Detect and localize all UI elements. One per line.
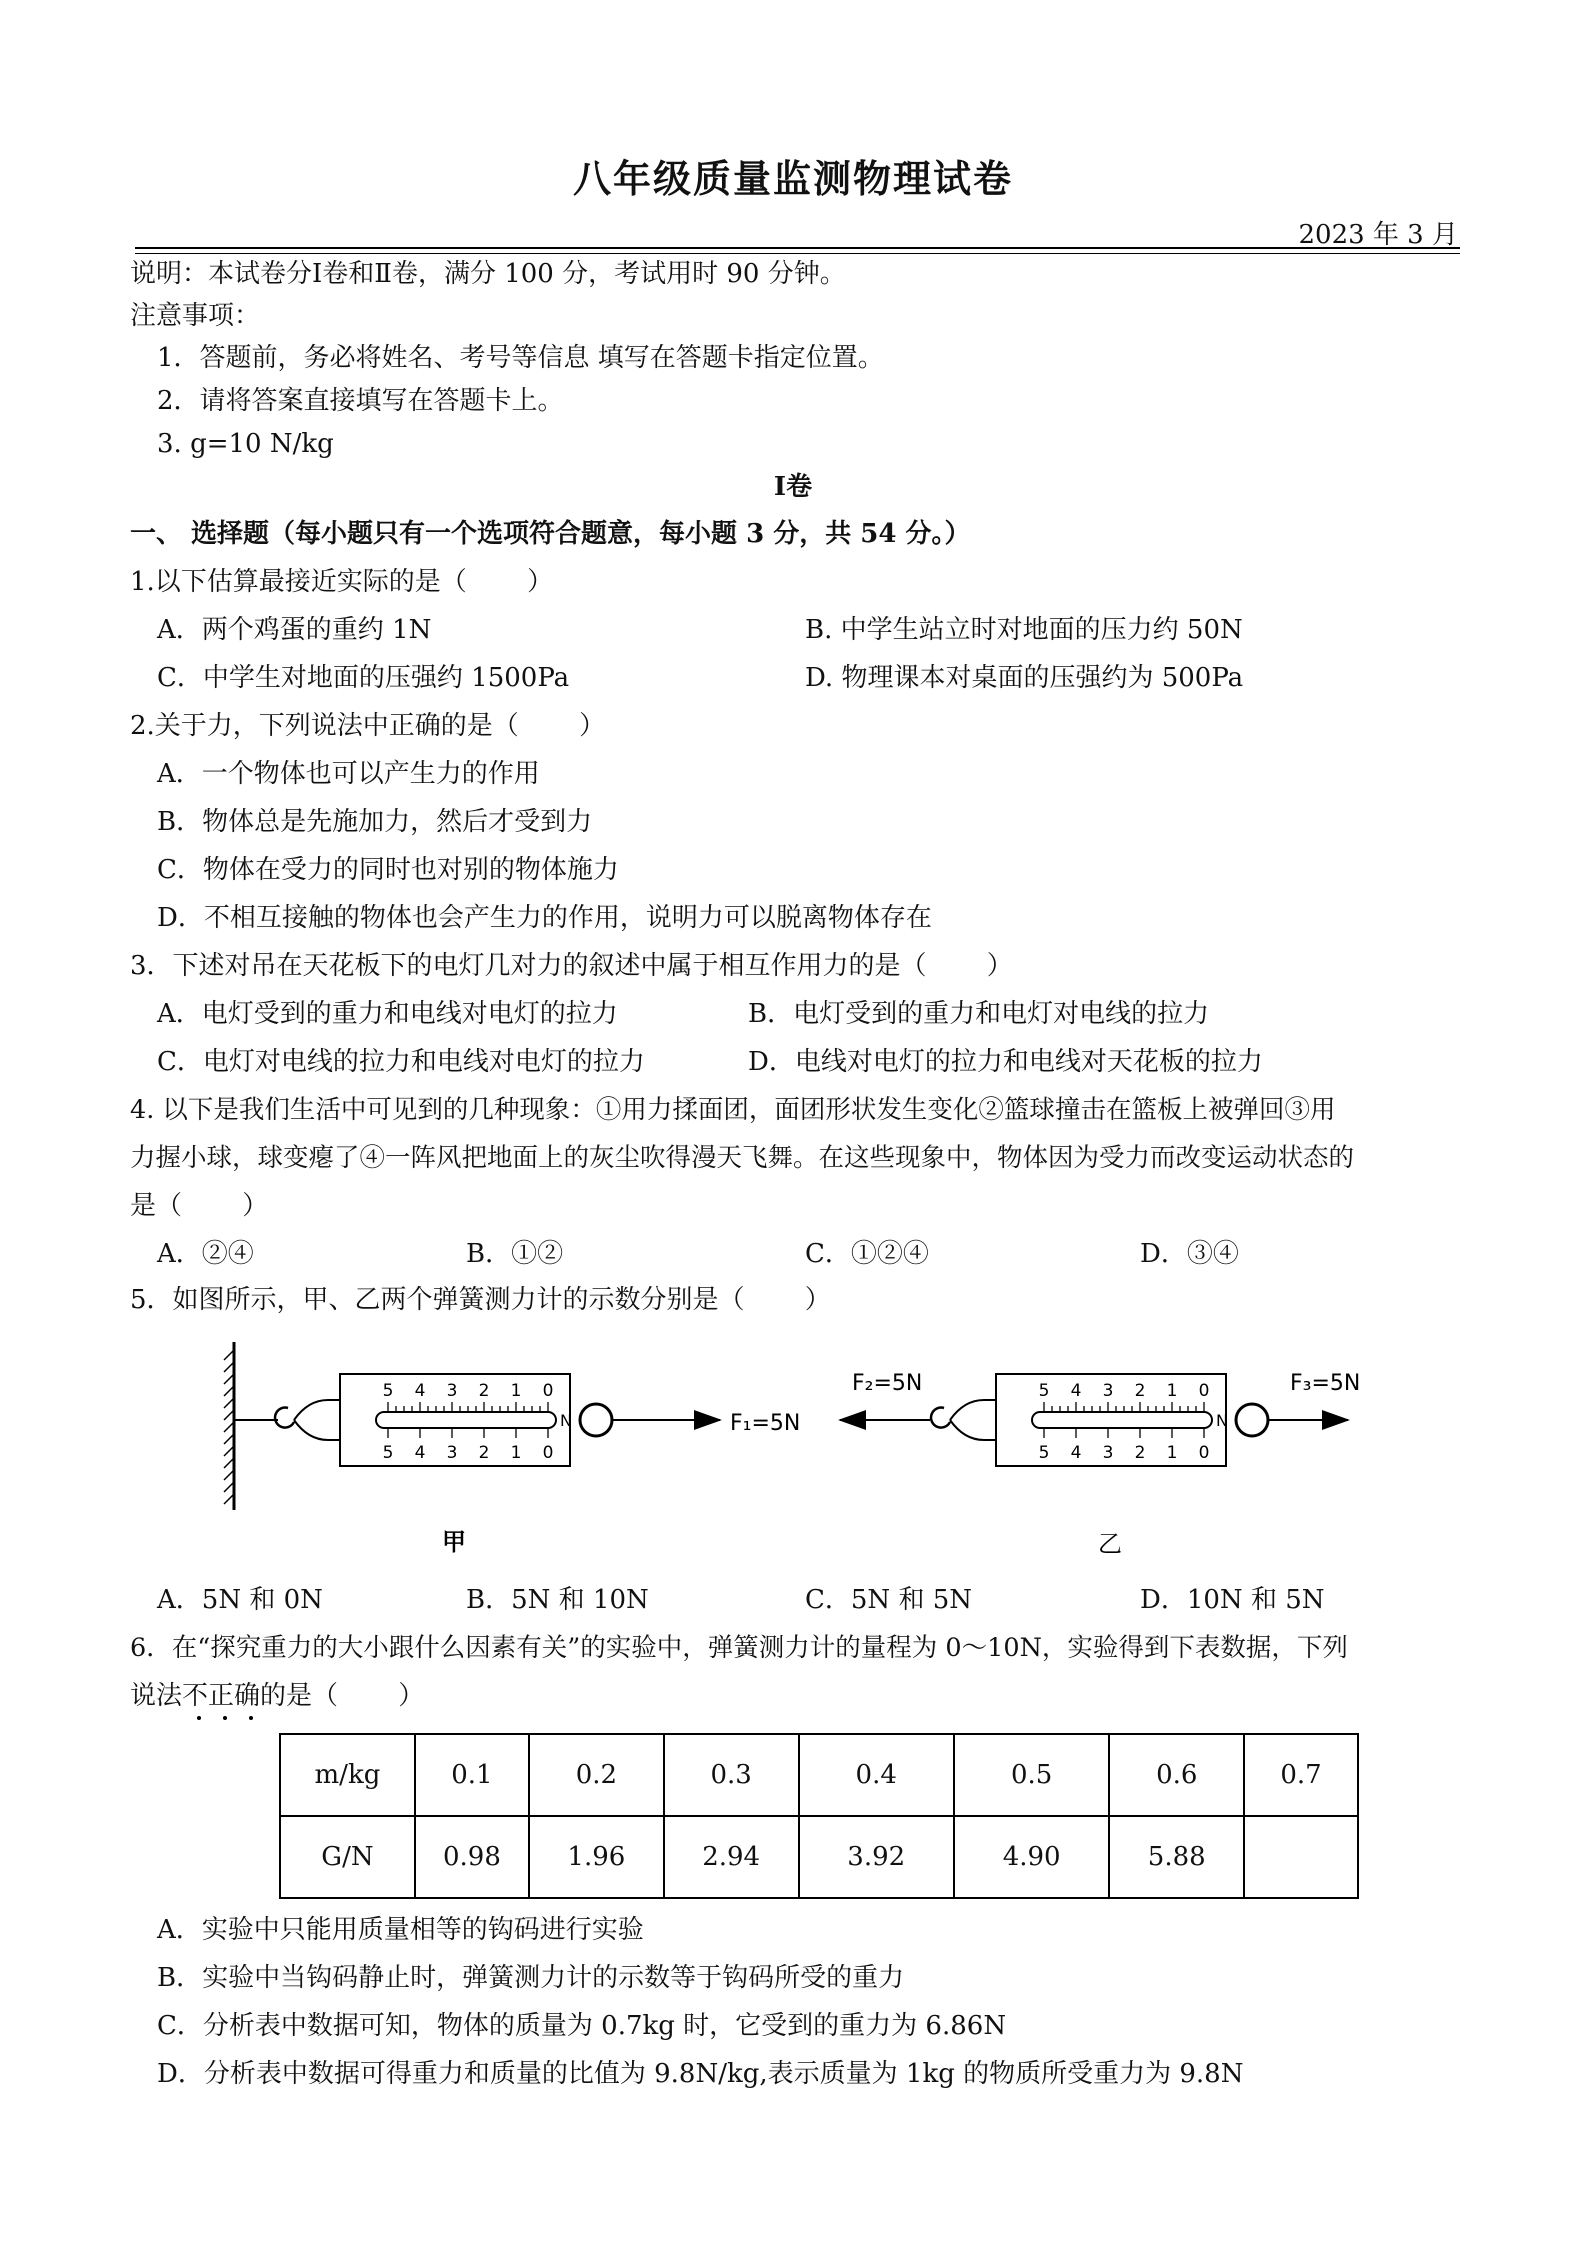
svg-text:1: 1 [1166, 1381, 1178, 1401]
question-3-stem: 3．下述对吊在天花板下的电灯几对力的叙述中属于相互作用力的是（ ） [130, 951, 1013, 981]
question-1-option-b: B. 中学生站立时对地面的压力约 50N [805, 615, 1243, 645]
force-f3-label: F₃=5N [1290, 1371, 1361, 1396]
question-6-stem-line-2: 说法不正确的是（ ） [130, 1681, 425, 1711]
volume-title: Ⅰ卷 [773, 472, 813, 502]
svg-text:4: 4 [414, 1443, 426, 1463]
question-6-option-c: C．分析表中数据可知，物体的质量为 0.7kg 时，它受到的重力为 6.86N [157, 2011, 1007, 2041]
svg-text:3: 3 [1102, 1443, 1114, 1463]
note-item: 1．答题前，务必将姓名、考号等信息 填写在答题卡指定位置。 [157, 343, 884, 373]
svg-text:0: 0 [542, 1381, 554, 1401]
question-4-option-b: B．①② [466, 1239, 564, 1269]
question-5-stem: 5．如图所示，甲、乙两个弹簧测力计的示数分别是（ ） [130, 1285, 831, 1315]
question-5-option-c: C．5N 和 5N [805, 1585, 973, 1615]
svg-text:0: 0 [542, 1443, 554, 1463]
svg-text:5: 5 [1038, 1381, 1050, 1401]
svg-text:5: 5 [382, 1381, 394, 1401]
svg-text:4: 4 [414, 1381, 426, 1401]
force-f2-label: F₂=5N [852, 1371, 923, 1396]
table-row [280, 1816, 1358, 1898]
question-3-option-b: B．电灯受到的重力和电灯对电线的拉力 [748, 999, 1210, 1029]
table-cell: 1.96 [529, 1816, 664, 1898]
label-jia: 甲 [442, 1528, 466, 1556]
svg-text:1: 1 [510, 1381, 522, 1401]
label-yi: 乙 [1098, 1530, 1122, 1558]
table-cell: 4.90 [954, 1816, 1109, 1898]
question-5-option-a: A．5N 和 0N [157, 1585, 323, 1615]
question-4-option-d: D．③④ [1140, 1239, 1239, 1269]
question-4-option-a: A．②④ [157, 1239, 254, 1269]
table-cell: 5.88 [1109, 1816, 1244, 1898]
svg-text:3: 3 [1102, 1381, 1114, 1401]
question-2-option-b: B．物体总是先施加力，然后才受到力 [157, 807, 593, 837]
emphasis-dot [249, 1716, 253, 1720]
question-3-option-d: D．电线对电灯的拉力和电线对天花板的拉力 [748, 1047, 1263, 1077]
header-rule [135, 247, 1460, 249]
svg-text:2: 2 [1134, 1381, 1146, 1401]
question-4-stem-line-2: 力握小球，球变瘪了④一阵风把地面上的灰尘吹得漫天飞舞。在这些现象中，物体因为受力而改变运动状态的 [130, 1143, 1355, 1173]
table-header-cell: m/kg [280, 1734, 415, 1816]
exam-title: 八年级质量监测物理试卷 [572, 156, 1013, 201]
svg-text:5: 5 [1038, 1443, 1050, 1463]
question-2-option-c: C．物体在受力的同时也对别的物体施力 [157, 855, 619, 885]
table-row [280, 1734, 1358, 1816]
svg-text:1: 1 [1166, 1443, 1178, 1463]
table-cell: 0.1 [415, 1734, 529, 1816]
note-item: 3. g=10 N/kg [157, 429, 334, 459]
question-2-stem: 2.关于力，下列说法中正确的是（ ） [130, 711, 606, 741]
table-cell [1244, 1816, 1358, 1898]
table-cell: 0.98 [415, 1816, 529, 1898]
question-1-stem: 1.以下估算最接近实际的是（ ） [130, 567, 554, 597]
emphasis-dot [197, 1716, 201, 1720]
question-6-option-b: B．实验中当钩码静止时，弹簧测力计的示数等于钩码所受的重力 [157, 1963, 905, 1993]
question-1-option-a: A．两个鸡蛋的重约 1N [157, 615, 432, 645]
table-cell: 0.7 [1244, 1734, 1358, 1816]
table-cell: 0.2 [529, 1734, 664, 1816]
table-cell: 2.94 [664, 1816, 799, 1898]
wall-icon [224, 1342, 234, 1510]
data-table [279, 1733, 1359, 1899]
svg-text:2: 2 [478, 1381, 490, 1401]
question-4-stem-line-1: 4. 以下是我们生活中可见到的几种现象：①用力揉面团，面团形状发生变化②篮球撞击在篮板上被弹回③用 [130, 1095, 1336, 1125]
svg-text:N: N [560, 1411, 572, 1430]
svg-text:4: 4 [1070, 1443, 1082, 1463]
question-4-option-c: C．①②④ [805, 1239, 929, 1269]
svg-text:3: 3 [446, 1443, 458, 1463]
question-1-option-d: D. 物理课本对桌面的压强约为 500Pa [805, 663, 1244, 693]
svg-text:0: 0 [1198, 1381, 1210, 1401]
emphasis-dot [223, 1716, 227, 1720]
table-cell: 0.3 [664, 1734, 799, 1816]
spring-scale-yi [840, 1371, 1360, 1558]
table-cell: 0.5 [954, 1734, 1109, 1816]
question-6-stem-line-1: 6．在“探究重力的大小跟什么因素有关”的实验中，弹簧测力计的量程为 0～10N，实验得到下表数据，下列 [130, 1633, 1348, 1663]
question-6-option-a: A．实验中只能用质量相等的钩码进行实验 [157, 1915, 644, 1945]
notes-title: 注意事项： [130, 301, 261, 331]
table-cell: 3.92 [799, 1816, 954, 1898]
svg-text:2: 2 [1134, 1443, 1146, 1463]
spring-scale-figure [210, 1330, 1410, 1580]
exam-date: 2023 年 3 月 [1298, 220, 1458, 250]
question-2-option-a: A．一个物体也可以产生力的作用 [157, 759, 540, 789]
question-3-option-c: C．电灯对电线的拉力和电线对电灯的拉力 [157, 1047, 645, 1077]
question-1-option-c: C．中学生对地面的压强约 1500Pa [157, 663, 570, 693]
table-cell: 0.4 [799, 1734, 954, 1816]
question-6-option-d: D．分析表中数据可得重力和质量的比值为 9.8N/kg,表示质量为 1kg 的物质所受重力为 9.8N [157, 2059, 1244, 2089]
question-4-stem-line-3: 是（ ） [130, 1191, 269, 1221]
table-header-cell: G/N [280, 1816, 415, 1898]
svg-text:1: 1 [510, 1443, 522, 1463]
note-item: 2．请将答案直接填写在答题卡上。 [157, 386, 564, 416]
svg-text:3: 3 [446, 1381, 458, 1401]
svg-text:4: 4 [1070, 1381, 1082, 1401]
svg-text:0: 0 [1198, 1443, 1210, 1463]
header-rule-thin [135, 253, 1460, 254]
section-heading: 一、 选择题（每小题只有一个选项符合题意，每小题 3 分，共 54 分。） [130, 519, 971, 549]
table-cell: 0.6 [1109, 1734, 1244, 1816]
question-3-option-a: A．电灯受到的重力和电线对电灯的拉力 [157, 999, 618, 1029]
question-2-option-d: D．不相互接触的物体也会产生力的作用，说明力可以脱离物体存在 [157, 903, 932, 933]
question-5-option-d: D．10N 和 5N [1140, 1585, 1325, 1615]
svg-text:N: N [1216, 1411, 1228, 1430]
exam-statement: 说明：本试卷分Ⅰ卷和Ⅱ卷，满分 100 分，考试用时 90 分钟。 [130, 259, 846, 289]
question-5-option-b: B．5N 和 10N [466, 1585, 649, 1615]
spring-scale-jia [234, 1374, 800, 1556]
force-f1-label: F₁=5N [730, 1411, 801, 1436]
svg-text:2: 2 [478, 1443, 490, 1463]
svg-text:5: 5 [382, 1443, 394, 1463]
